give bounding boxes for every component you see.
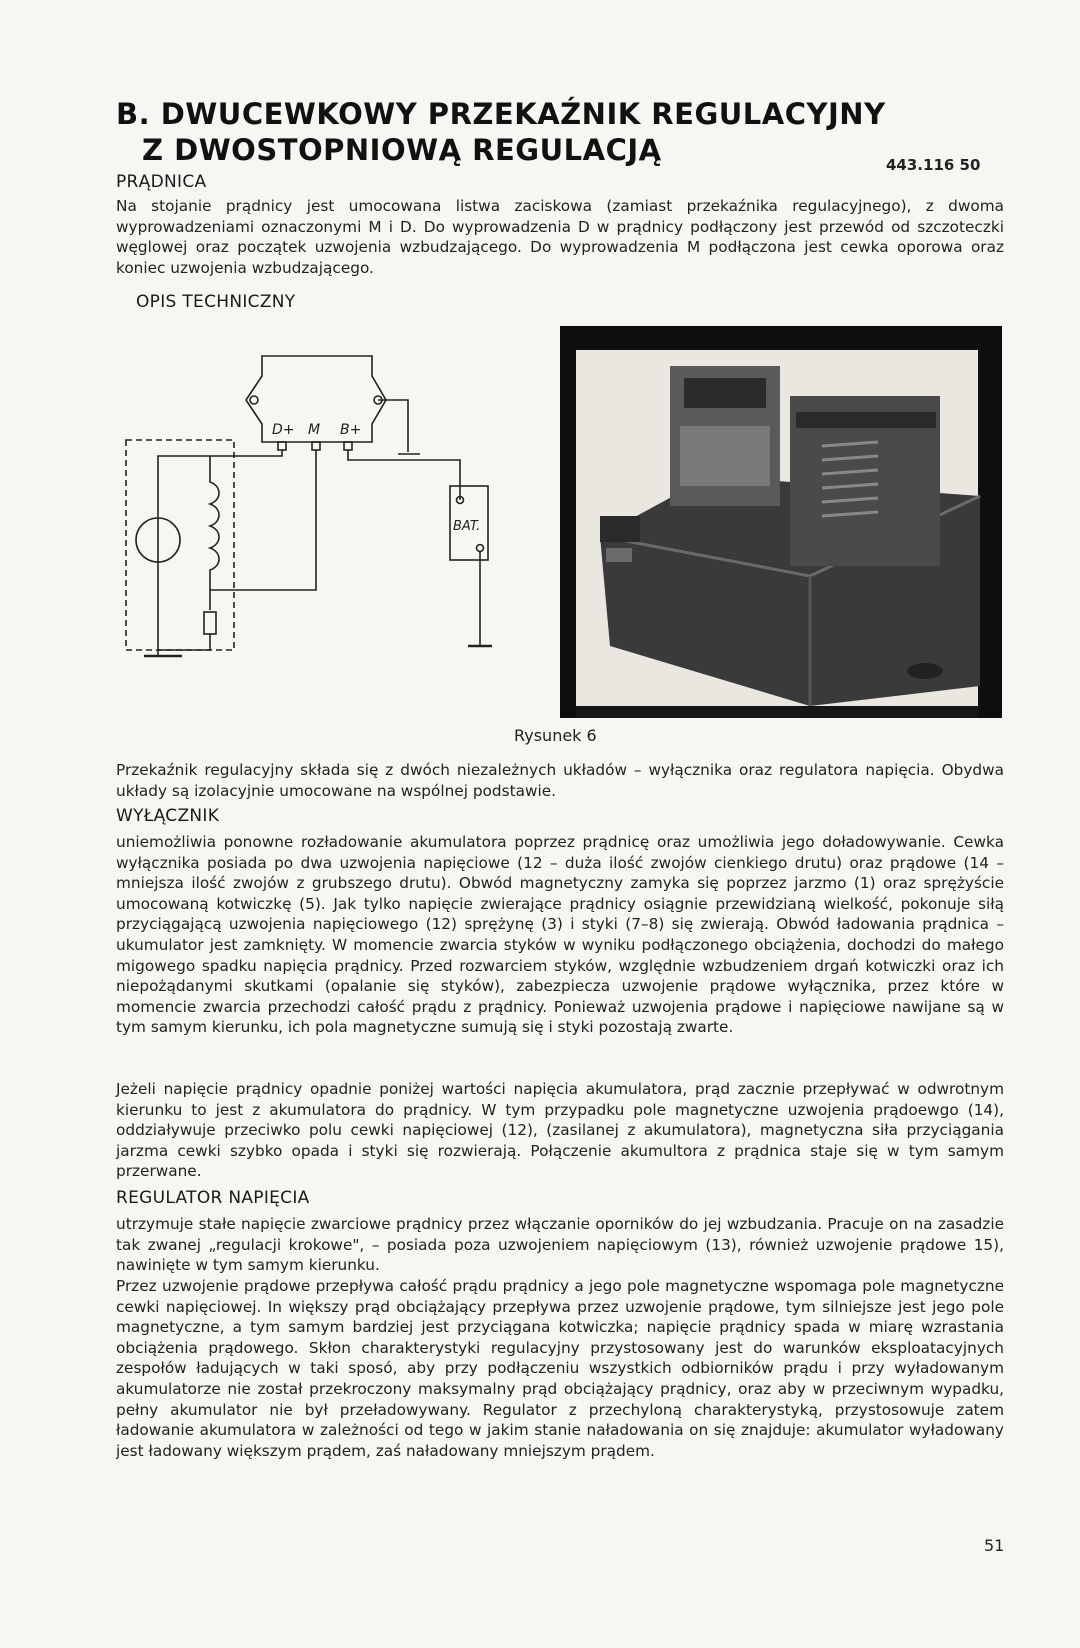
paragraph-regulator-1: utrzymuje stałe napięcie zwarciowe prądnicy przez włączanie oporników do jej wzbudzania. Pracuje on na zasadzie tak zwanej „regulacji krokowe", – posiada poza uzwojeniem napięciowym (13), również uzwojenie prądowe 15), nawinięte w tym samym kierunku. — [116, 1215, 1004, 1275]
relay-photo — [560, 326, 1002, 718]
wire-b — [348, 450, 460, 500]
heading-line-1: B. DWUCEWKOWY PRZEKAŹNIK REGULACYJNY — [116, 97, 886, 131]
heading-opis-techniczny: OPIS TECHNICZNY — [136, 292, 296, 312]
wire-m — [210, 450, 316, 590]
label-b-plus: B+ — [340, 422, 362, 438]
wire-d — [158, 450, 282, 636]
field-winding — [210, 456, 219, 610]
page-heading — [116, 96, 886, 168]
terminal-b — [344, 442, 352, 450]
resistor — [204, 612, 216, 634]
terminal-m — [312, 442, 320, 450]
page-number: 51 — [984, 1536, 1005, 1555]
paragraph-wylacznik-2: Jeżeli napięcie prądnicy opadnie poniżej wartości napięcia akumulatora, prąd zacznie przepływać w odwrotnym kierunku to jest z akumulatora do prądnicy. W tym przypadku pole magnetyczne uzwojenia prądoewgo (14), oddziaływuje przeciwko polu cewki napięciowej (12), (zasilanej z akumulatora), magnetyczna siła przyciągania jarzma cewki szybko opada i styki się rozwierają. Połączenie akumultora z prądnica staje się w tym samym przerwane. — [116, 1080, 1004, 1181]
label-d-plus: D+ — [272, 422, 295, 438]
paragraph-intro: Przekaźnik regulacyjny składa się z dwóch niezależnych układów – wyłącznika oraz regulatora napięcia. Obydwa układy są izolacyjnie umocowane na wspólnej podstawie. — [116, 761, 1004, 800]
terminal-d — [278, 442, 286, 450]
catalog-code: 443.116 50 — [886, 156, 981, 174]
battery-terminal-minus — [477, 545, 484, 552]
housing-ground-wire — [378, 400, 408, 452]
heading-regulator: REGULATOR NAPIĘCIA — [116, 1188, 310, 1208]
paragraph-wylacznik-1: uniemożliwia ponowne rozładowanie akumulatora poprzez prądnicę oraz umożliwia jego doładowywanie. Cewka wyłącznika posiada po dwa uzwojenia napięciowe (12 – duża ilość zwojów cienkiego drutu) oraz prądowe (14 – mniejsza ilość zwojów z grubszego drutu). Obwód magnetyczny zamyka się poprzez jarzmo (1) oraz sprężyście umocowaną kotwiczkę (5). Jak tylko napięcie zwierające prądnicy osiągnie przewidzianą wielkość, pokonuje siłą przyciągającą uzwojenia napięciowego (12) sprężynę (3) i styki (7–8) się zwierają. Obwód ładowania prądnica – ukumulator jest zamknięty. W momencie zwarcia styków w wyniku podłączonego obciążenia, dochodzi do małego migowego spadku napięcia prądnicy. Przed rozwarciem styków, względnie wzbudzeniem drgań kotwiczki oraz ich niepożądanymi skutkami (opalanie się styków), zabezpiecza uzwojenie prądowe wyłącznika, przez które w momencie zwarcia przechodzi całość prądu z prądnicy. Ponieważ uzwojenia prądowe i napięciowe nawijane są w tym samym kierunku, ich pola magnetyczne sumują się i styki pozostają zwarte. — [116, 833, 1004, 1037]
heading-wylacznik: WYŁĄCZNIK — [116, 806, 220, 826]
paragraph-pradnica: Na stojanie prądnicy jest umocowana listwa zaciskowa (zamiast przekaźnika regulacyjnego), z dwoma wyprowadzeniami oznaczonymi M i D. Do wyprowadzenia D w prądnicy podłączony jest przewód od szczoteczki węglowej oraz początek uzwojenia wzbudzającego. Do wyprowadzenia M podłączona jest cewka oporowa oraz koniec uzwojenia wzbudzającego. — [116, 197, 1004, 277]
label-battery: BAT. — [453, 519, 481, 534]
heading-pradnica: PRĄDNICA — [116, 172, 207, 192]
figure-caption: Rysunek 6 — [514, 726, 597, 745]
label-m: M — [308, 422, 321, 438]
circuit-diagram — [122, 350, 522, 690]
paragraph-regulator-2: Przez uzwojenie prądowe przepływa całość prądu prądnicy a jego pole magnetyczne wspomaga pole magnetyczne cewki napięciowej. In większy prąd obciążający przepływa przez uzwojenie prądowe, tym silniejsze jest jego pole magnetyczne, a tym samym bardziej jest przyciągana kotwiczka; napięcie prądnicy spada w miarę wzrastania obciążenia prądowego. Skłon charakterystyki regulacyjny przystosowany jest do warunków eksploatacyjnych zespołów ładujących w taki sposó, aby przy podłączeniu wszystkich odbiorników prądu i przy wyładowanym akumulatorze nie został przekroczony maksymalny prąd obciążający prądnicy, oraz aby w przeciwnym wypadku, pełny akumulator nie był przeładowywany. Regulator z przechyloną charakterystyką, przystosowuje zatem ładowanie akumulatora w zależności od tego w jakim stanie naładowania on się znajduje: akumulator wyładowany jest ładowany większym prądem, zaś naładowany mniejszym prądem. — [116, 1277, 1004, 1460]
mount-hole-left — [250, 396, 258, 404]
heading-line-2: Z DWOSTOPNIOWĄ REGULACJĄ — [142, 133, 662, 167]
resistor-ground-wire — [158, 634, 210, 650]
